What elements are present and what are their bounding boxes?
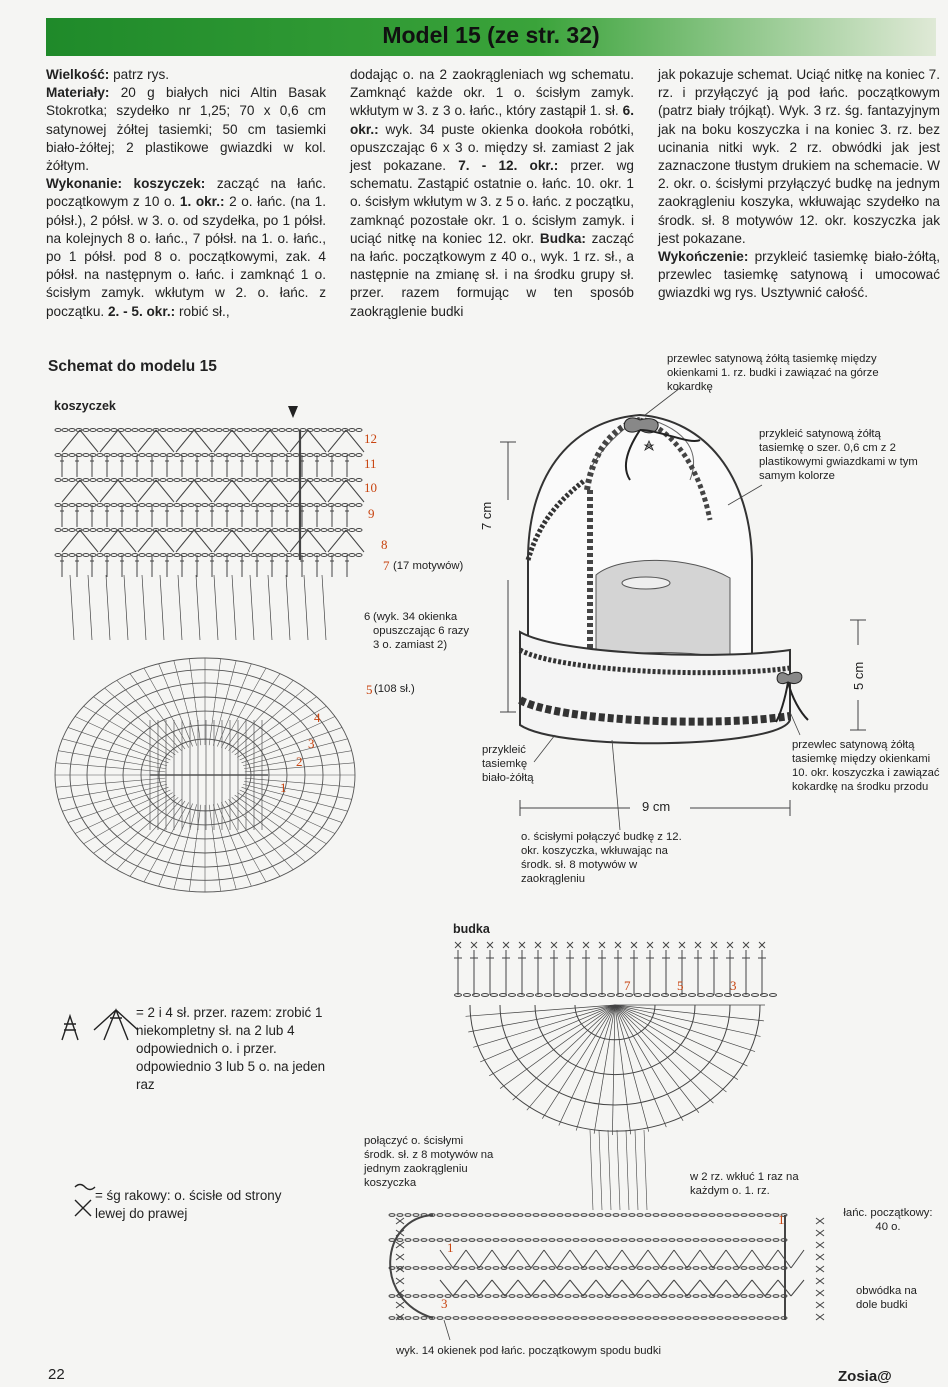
height-5cm: 5 cm [851, 661, 866, 690]
row-num-9: 9 [368, 506, 375, 521]
inner-row-3: 3 [308, 736, 315, 751]
page-number: 22 [48, 1366, 65, 1383]
c1-bold-2: Wykonanie: koszyczek: [46, 176, 206, 192]
c2-text-2: przer. wg schematu. Zastąpić ostatnie o. łańc. 10. okr. 1 o. ścisłym wkłutym w 3. z 5 o. łańc. z początku, zamknąć pozostałe okr. 1 o. ścisłym zamyk. i uciąć nitkę na koniec 12. okr. [350, 158, 634, 246]
budka-right-note1: łańc. początkowy: 40 o. [843, 1207, 933, 1233]
illustration-top-note: przewlec satynową żółtą tasiemkę między okienkami 1. rz. budki i zawiązać na górze kokardkę [667, 353, 879, 393]
schema-title: Schemat do modelu 15 [48, 358, 217, 375]
c1-text-0: patrz rys. [109, 67, 170, 82]
row-num-5: 5 [366, 682, 373, 697]
signature: Zosia@ [838, 1368, 892, 1385]
c1-text-1: 20 g białych nici Altin Basak Stokrotka; szydełko nr 1,25; 70 x 0,6 cm satynowej żółtej tasiemki; 50 cm tasiemki biało-żółtej; 2 plastikowe gwiazdki w kol. żółtym. [46, 85, 326, 174]
page-title: Model 15 (ze str. 32) [382, 22, 600, 48]
budka-row-7: 7 [624, 978, 631, 993]
c1-bold-1: Materiały: [46, 85, 110, 101]
budka-row-5: 5 [677, 978, 684, 993]
row-num-10: 10 [364, 480, 377, 495]
c1-bold-3: 1. okr.: [179, 194, 225, 210]
row-num-11: 11 [364, 456, 377, 471]
illustration-bottom-note: o. ścisłymi połączyć budkę z 12. okr. koszyczka, wkłuwając na środk. sł. 8 motywów w zaokrągleniu [521, 831, 682, 885]
inner-row-4: 4 [314, 710, 321, 725]
c1-text-3: 2 o. łańc. (na 1. półsł.), 2 półsł. w 3. o. od szydełka, po 1 półsł. na kolejnych 8 o. łańc., 7 półsł. na 1. o. łańc., po 1 półsł. pod 8 o. początkowymi, zak. 4 półsł. na następnym o. łańc. i zamknąć 1 o. ścisłym zamyk. wkłutym w 2. o. łańc. z początku. [46, 194, 326, 319]
budka-lower-1a: 1 [778, 1212, 785, 1227]
row5-note: (108 sł.) [374, 683, 415, 695]
row-num-8: 8 [381, 537, 388, 552]
c2-bold-2: 7. - 12. okr.: [458, 158, 559, 174]
row-num-6: 6 [364, 611, 371, 623]
c2-bold-1: 6. okr.: [350, 103, 634, 137]
height-7cm: 7 cm [479, 501, 494, 530]
illustration-right-top-note: przykleić satynową żółtą tasiemkę o szer. 0,6 cm z 2 plastikowymi gwiazdkami w tym samym kolorze [759, 428, 918, 482]
inner-row-2: 2 [296, 754, 303, 769]
row-num-12: 12 [364, 431, 377, 446]
c1-bold-4: 2. - 5. okr.: [107, 303, 176, 319]
legend-text-1: = 2 i 4 sł. przer. razem: zrobić 1 niekompletny sł. na 2 lub 4 odpowiednich o. i przer. odpowiednio 3 lub 5 o. na jeden raz [136, 1005, 326, 1092]
row6-note: (wyk. 34 okienka opuszczając 6 razy 3 o. zamiast 2) [373, 611, 470, 651]
budka-label: budka [453, 922, 490, 936]
budka-bottom-note: wyk. 14 okienek pod łańc. początkowym spodu budki [396, 1345, 661, 1357]
c3-text-1: przykleić tasiemkę biało-żółtą, przewlec tasiemkę satynową i umocować gwiazdki wg rys. Usztywnić całość. [658, 249, 940, 301]
c3-bold-1: Wykończenie: [658, 249, 749, 265]
budka-mid-note: w 2 rz. wkłuć 1 raz na każdym o. 1. rz. [690, 1171, 799, 1197]
legend-text-2: = śg rakowy: o. ścisłe od strony lewej do prawej [95, 1188, 282, 1221]
budka-row-3: 3 [730, 978, 737, 993]
c2-text-1: wyk. 34 puste okienka dookoła robótki, opuszczając 6 x 3 o. między sł. zamiast 2 jak jest pokazane. [350, 121, 634, 174]
c2-bold-3: Budka: [539, 230, 586, 246]
row-num-7: 7 [383, 558, 390, 573]
c3-text-0: jak pokazuje schemat. Uciąć nitkę na koniec 7. rz. i przyłączyć ją pod łańc. początkowym (patrz biały trójkąt). Wyk. 3 rz. śg. fantazyjnym jak na boku koszyczka i na koniec 3. rz. bez ucinania nitki wyk. 2 rz. obwódki jak jest zaznaczone tłustym drukiem na schemacie. W 2. okr. o. ścisłymi przyłączyć budkę na jednym zaokrągleniu koszyka, wkłuwając szydełko na środk. sł. 8 motywów 12. okr. koszyczka jak jest pokazane. [658, 67, 940, 246]
budka-right-note2: obwódka na dole budki [856, 1285, 917, 1311]
row7-note: (17 motywów) [393, 560, 464, 572]
width-9cm: 9 cm [642, 799, 671, 814]
c1-text-2: zacząć na łańc. początkowym z 10 o. [46, 176, 326, 210]
budka-lower-3: 3 [441, 1296, 448, 1311]
inner-row-1: 1 [280, 780, 287, 795]
budka-left-note: połączyć o. ścisłymi środk. sł. z 8 motywów na jednym zaokrągleniu koszyczka [364, 1135, 494, 1189]
c2-text-0: dodając o. na 2 zaokrągleniach wg schematu. Zamknąć każde okr. 1 o. ścisłym zamyk. wkłutym w 3. z 3 o. łańc., który zastąpił 1. sł. [350, 67, 634, 119]
illustration-left-note: przykleić tasiemkę biało-żółtą [482, 744, 534, 784]
c1-bold-0: Wielkość: [46, 67, 110, 82]
budka-lower-1b: 1 [447, 1240, 454, 1255]
c2-text-3: zacząć na łańc. początkowym z 40 o., wyk. 1 rz. sł., a następnie na zmianę sł. i na środku grupy sł. przer. razem formując w ten sposób zaokrąglenie budki [350, 230, 634, 319]
c1-text-4: robić sł., [175, 303, 230, 319]
illustration-right-bottom-note: przewlec satynową żółtą tasiemkę między okienkami 10. okr. koszyczka i zawiązać kokardkę na środku przodu [792, 739, 940, 793]
koszyczek-label: koszyczek [54, 399, 116, 413]
